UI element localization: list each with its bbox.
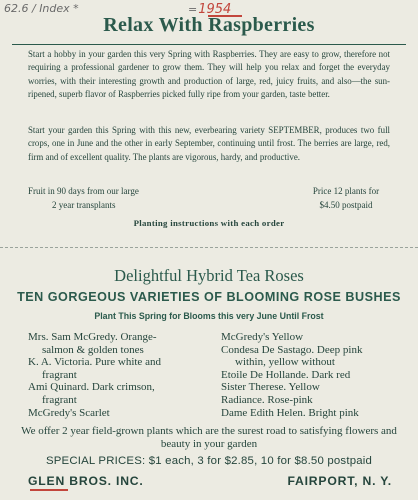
rose-name: Sister Therese. Yellow bbox=[221, 381, 320, 394]
rose-description: within, yellow without bbox=[235, 356, 335, 369]
fruit-line-2: 2 year transplants bbox=[52, 200, 116, 210]
price-line-2: $4.50 postpaid bbox=[319, 200, 373, 210]
rose-list-left bbox=[28, 331, 213, 419]
raspberries-title: Relax With Raspberries bbox=[103, 14, 315, 36]
roses-offer: We offer 2 year field-grown plants which are the surest road to satisfying flowers and beauty in your garden bbox=[21, 425, 397, 450]
fruit-info bbox=[28, 184, 228, 212]
rose-name: K. A. Victoria. Pure white and bbox=[28, 356, 161, 369]
roses-subtitle: TEN GORGEOUS VARIETIES OF BLOOMING ROSE BUSHES bbox=[17, 290, 401, 304]
rose-description: salmon & golden tones bbox=[42, 343, 144, 356]
company-location: FAIRPORT, N. Y. bbox=[287, 474, 392, 488]
rose-name: Radiance. Rose-pink bbox=[221, 393, 313, 406]
list-item bbox=[221, 407, 396, 420]
pencil-annotation-index: 62.6 / Index * bbox=[4, 2, 79, 15]
perforation-line bbox=[0, 247, 418, 248]
list-item bbox=[28, 407, 213, 420]
year-prefix: = bbox=[188, 3, 198, 16]
list-item bbox=[28, 381, 213, 406]
rose-name: Ami Quinard. Dark crimson, bbox=[28, 381, 155, 394]
raspberries-variety-paragraph: Start your garden this Spring with this new, everbearing variety SEPTEMBER, produces two full crops, one in June and the other in early September, continuing until frost. The berries are large, red, firm and of excellent quality. The plants are vigorous, hardy, and productive. bbox=[28, 125, 390, 162]
rose-name: Mrs. Sam McGredy. Orange- bbox=[28, 331, 157, 343]
pencil-underline-mark bbox=[30, 489, 68, 491]
list-item bbox=[221, 381, 396, 394]
rose-description: fragrant bbox=[42, 393, 77, 406]
fruit-line-1: Fruit in 90 days from our large bbox=[28, 186, 139, 196]
rose-name: Dame Edith Helen. Bright pink bbox=[221, 406, 359, 419]
list-item bbox=[28, 356, 213, 381]
year-value: 1954 bbox=[198, 2, 232, 17]
rose-name: McGredy's Scarlet bbox=[28, 406, 110, 419]
list-item bbox=[221, 369, 396, 382]
roses-tagline: Plant This Spring for Blooms this very June Until Frost bbox=[94, 311, 324, 321]
rose-name: McGredy's Yellow bbox=[221, 331, 304, 343]
company-name: GLEN BROS. INC. bbox=[28, 474, 144, 488]
rose-name: Etoile De Hollande. Dark red bbox=[221, 368, 351, 381]
title-rule bbox=[12, 44, 406, 45]
price-line-1: Price 12 plants for bbox=[312, 186, 380, 196]
rose-list-right bbox=[221, 331, 396, 419]
list-item bbox=[221, 394, 396, 407]
list-item bbox=[221, 331, 396, 344]
rose-description: fragrant bbox=[42, 368, 77, 381]
rose-name: Condesa De Sastago. Deep pink bbox=[221, 343, 363, 356]
special-prices: SPECIAL PRICES: $1 each, 3 for $2.85, 10 for $8.50 postpaid bbox=[45, 455, 373, 467]
list-item bbox=[28, 331, 213, 356]
roses-title: Delightful Hybrid Tea Roses bbox=[114, 266, 304, 285]
raspberries-intro-paragraph: Start a hobby in your garden this very Spring with Raspberries. They are easy to grow, therefore not requiring a professional gardener to grow them. They will help you relax and forget the everyday worries, with their interesting growth and production of large, red, juicy fruits, and also—the sun-ripened, superb flavor of Raspberries picked fully ripe from your garden, taste better. bbox=[28, 49, 390, 100]
price-info bbox=[300, 184, 392, 212]
planting-instructions: Planting instructions with each order bbox=[133, 218, 285, 228]
list-item bbox=[221, 344, 396, 369]
